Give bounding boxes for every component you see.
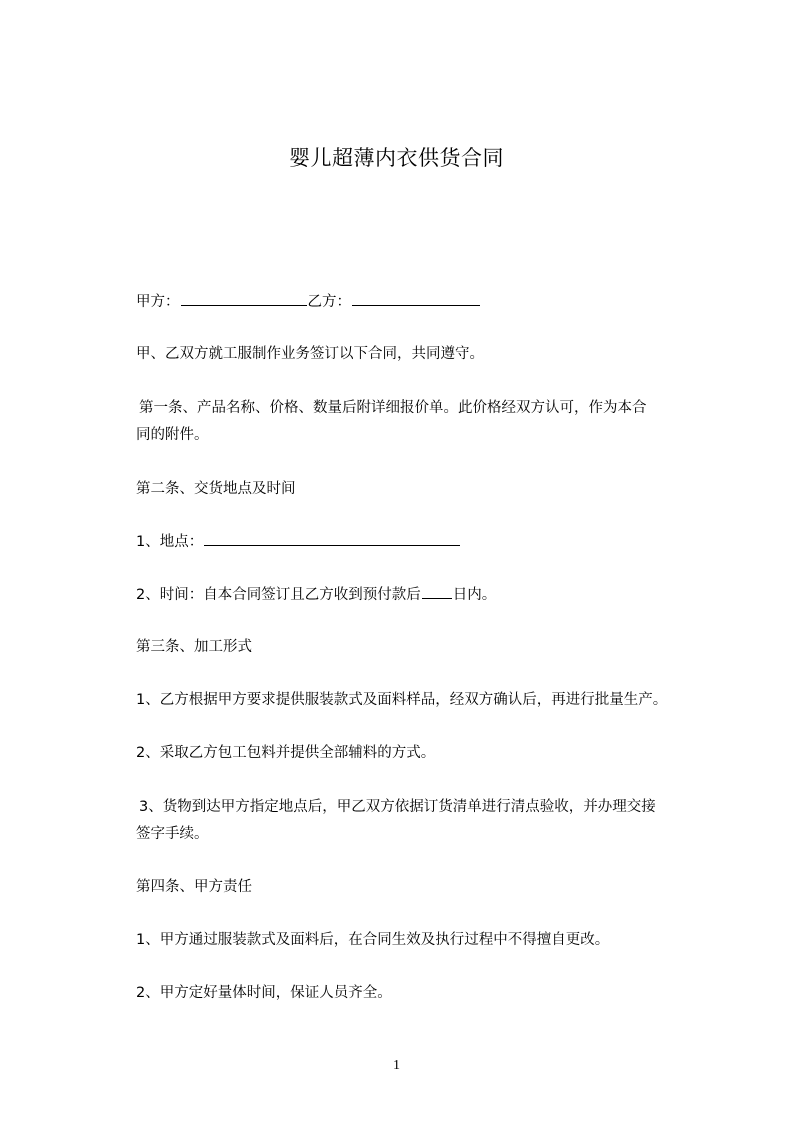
article4-item1: 1、甲方通过服装款式及面料后，在合同生效及执行过程中不得擅自更改。 — [136, 932, 610, 948]
intro-paragraph: 甲、乙双方就工服制作业务签订以下合同，共同遵守。 — [136, 346, 484, 362]
article3-item2: 2、采取乙方包工包料并提供全部辅料的方式。 — [136, 745, 436, 761]
article2-heading: 第二条、交货地点及时间 — [136, 481, 296, 497]
article1-line1: 第一条、产品名称、价格、数量后附详细报价单。此价格经双方认可，作为本合 — [139, 400, 647, 416]
time-prefix: 2、时间：自本合同签订且乙方收到预付款后 — [136, 587, 421, 603]
party-b-blank — [352, 291, 480, 306]
article2-item1 — [136, 531, 461, 552]
location-label: 1、地点： — [136, 534, 204, 550]
days-blank — [422, 584, 452, 599]
page-number: 1 — [393, 1058, 400, 1073]
article4-heading: 第四条、甲方责任 — [136, 879, 252, 895]
article3-item3-line1: 3、货物到达甲方指定地点后，甲乙双方依据订货清单进行清点验收，并办理交接 — [139, 799, 656, 815]
location-blank — [204, 531, 460, 546]
parties-line — [136, 291, 481, 312]
party-a-label: 甲方： — [136, 294, 180, 310]
article3-heading: 第三条、加工形式 — [136, 639, 252, 655]
article1-line2: 同的附件。 — [136, 427, 209, 443]
article4-item2: 2、甲方定好量体时间，保证人员齐全。 — [136, 985, 392, 1001]
time-suffix: 日内。 — [452, 587, 497, 603]
document-title: 婴儿超薄内衣供货合同 — [289, 146, 504, 170]
article3-item1: 1、乙方根据甲方要求提供服装款式及面料样品，经双方确认后，再进行批量生产。 — [136, 692, 668, 708]
article3-item3-line2: 签字手续。 — [136, 826, 209, 842]
party-a-blank — [181, 291, 307, 306]
party-b-label: 乙方： — [307, 294, 351, 310]
article2-item2 — [136, 584, 496, 605]
